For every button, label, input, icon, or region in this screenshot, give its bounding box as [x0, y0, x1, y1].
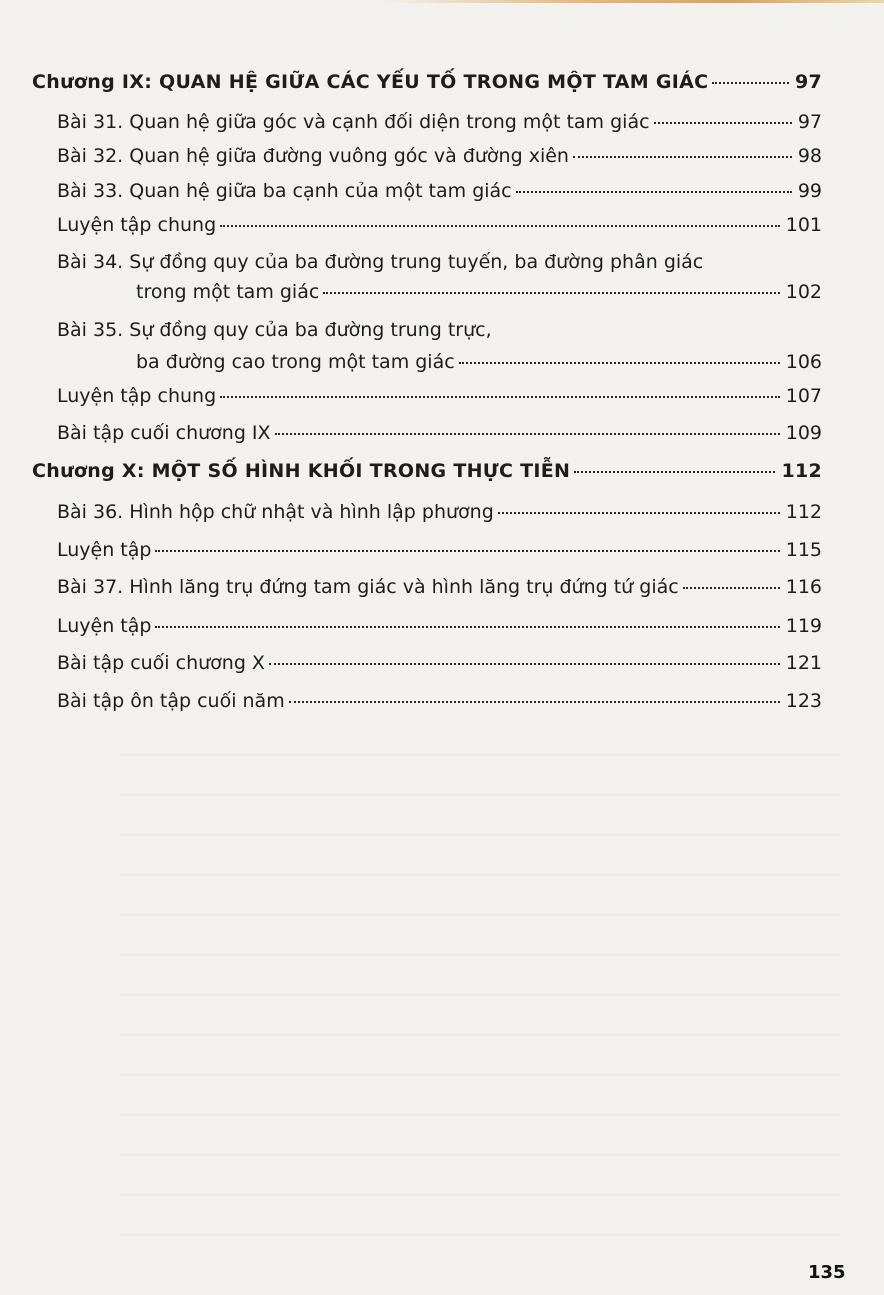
- entry-title: Bài tập cuối chương X: [57, 652, 265, 674]
- entry-title: Bài tập cuối chương IX: [57, 422, 271, 444]
- dot-leader: [573, 156, 792, 158]
- entry-title: Luyện tập: [57, 615, 152, 637]
- dot-leader: [220, 396, 780, 398]
- page-ref: 109: [785, 422, 822, 444]
- toc-entry-bai-tap-on-tap-cuoi-nam[interactable]: [57, 689, 822, 713]
- page-ref: 116: [785, 576, 822, 598]
- toc-entry-bai-33[interactable]: [57, 179, 822, 203]
- toc-chapter-10[interactable]: [32, 459, 822, 483]
- page-ref: 115: [785, 539, 822, 561]
- entry-title: Bài 33. Quan hệ giữa ba cạnh của một tam giác: [57, 180, 512, 202]
- toc-entry-bai-31[interactable]: [57, 110, 822, 134]
- page-ref: 119: [785, 615, 822, 637]
- toc-entry-luyen-tap-chung-2[interactable]: [57, 384, 822, 408]
- page-ref: 101: [785, 214, 822, 236]
- page-ref: 97: [797, 111, 822, 133]
- toc-chapter-9[interactable]: [32, 70, 822, 94]
- toc-entry-luyen-tap-2[interactable]: [57, 614, 822, 638]
- page-ref: 98: [797, 145, 822, 167]
- page-ref: 123: [785, 690, 822, 712]
- page-ref: 121: [785, 652, 822, 674]
- dot-leader: [712, 82, 789, 84]
- toc-entry-bai-36[interactable]: [57, 500, 822, 524]
- entry-title: ba đường cao trong một tam giác: [136, 351, 455, 373]
- dot-leader: [289, 701, 780, 703]
- dot-leader: [574, 471, 775, 473]
- chapter-title: Chương X: MỘT SỐ HÌNH KHỐI TRONG THỰC TIỄN: [32, 460, 571, 482]
- toc-entry-bai-tap-cuoi-chuong-9[interactable]: [57, 421, 822, 445]
- page-ref: 97: [794, 71, 822, 93]
- page-number: 135: [808, 1262, 846, 1283]
- entry-title: trong một tam giác: [136, 281, 320, 303]
- entry-title: Luyện tập chung: [57, 385, 217, 407]
- toc-entry-bai-32[interactable]: [57, 144, 822, 168]
- page-ref: 99: [797, 180, 822, 202]
- dot-leader: [516, 191, 792, 193]
- page-ref: 112: [781, 460, 822, 482]
- page-ref: 112: [785, 501, 822, 523]
- entry-title: Luyện tập: [57, 539, 152, 561]
- dot-leader: [155, 626, 779, 628]
- entry-title: Luyện tập chung: [57, 214, 217, 236]
- toc-entry-luyen-tap-1[interactable]: [57, 538, 822, 562]
- toc-entry-luyen-tap-chung-1[interactable]: [57, 213, 822, 237]
- entry-title: Bài 32. Quan hệ giữa đường vuông góc và đường xiên: [57, 145, 569, 167]
- entry-title: Bài tập ôn tập cuối năm: [57, 690, 285, 712]
- dot-leader: [275, 433, 780, 435]
- chapter-title: Chương IX: QUAN HỆ GIỮA CÁC YẾU TỐ TRONG MỘT TAM GIÁC: [32, 71, 709, 93]
- toc-entry-bai-35-line1[interactable]: Bài 35. Sự đồng quy của ba đường trung trực,: [57, 319, 492, 341]
- dot-leader: [220, 225, 780, 227]
- toc-entry-bai-34-line1[interactable]: Bài 34. Sự đồng quy của ba đường trung tuyến, ba đường phân giác: [57, 251, 704, 273]
- page-ref: 102: [785, 281, 822, 303]
- back-page-bleed-through: [120, 740, 840, 1260]
- dot-leader: [155, 550, 779, 552]
- entry-title: Bài 37. Hình lăng trụ đứng tam giác và hình lăng trụ đứng tứ giác: [57, 576, 679, 598]
- dot-leader: [683, 587, 780, 589]
- page-ref: 106: [785, 351, 822, 373]
- dot-leader: [654, 122, 792, 124]
- page-ref: 107: [785, 385, 822, 407]
- toc-entry-bai-35-line2[interactable]: [136, 350, 822, 374]
- dot-leader: [269, 663, 780, 665]
- dot-leader: [459, 362, 780, 364]
- toc-entry-bai-tap-cuoi-chuong-10[interactable]: [57, 651, 822, 675]
- entry-title: Bài 36. Hình hộp chữ nhật và hình lập phương: [57, 501, 494, 523]
- dot-leader: [323, 292, 779, 294]
- entry-title: Bài 31. Quan hệ giữa góc và cạnh đối diện trong một tam giác: [57, 111, 650, 133]
- dot-leader: [498, 512, 780, 514]
- toc-entry-bai-37[interactable]: [57, 575, 822, 599]
- toc-entry-bai-34-line2[interactable]: [136, 280, 822, 304]
